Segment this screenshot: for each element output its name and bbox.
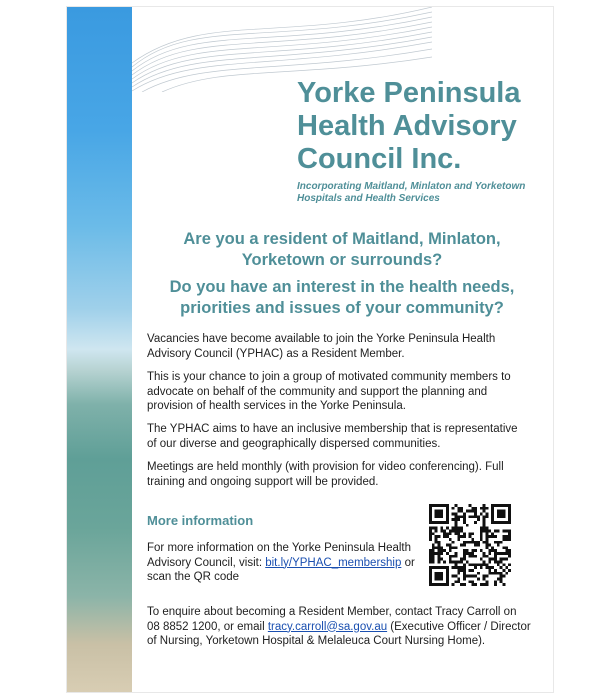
- more-info-heading: More information: [147, 513, 254, 528]
- enquire-text-before: To enquire about becoming a Resident Member, contact Tracy Carroll on 08 8852 1200, or email: [147, 606, 517, 633]
- paragraph-vacancies: Vacancies have become available to join the Yorke Peninsula Health Advisory Council (YPHAC) as a Resident Member.: [147, 333, 496, 360]
- paragraph-inclusive: The YPHAC aims to have an inclusive membership that is representative of our diverse and geographically dispersed communities.: [147, 423, 518, 450]
- question-line: priorities and issues of your community?: [180, 299, 504, 317]
- qr-code-icon[interactable]: [429, 504, 511, 586]
- more-info-text: [147, 541, 417, 585]
- paragraph-meetings: Meetings are held monthly (with provision for video conferencing). Full training and ongoing support will be provided.: [147, 461, 504, 488]
- more-info-text-before: For more information on the Yorke Peninsula Health Advisory Council, visit:: [147, 542, 412, 569]
- question-resident: [147, 229, 537, 271]
- membership-link[interactable]: bit.ly/YPHAC_membership: [265, 556, 402, 569]
- title-line: Yorke Peninsula: [297, 77, 521, 109]
- page-title: [297, 77, 547, 176]
- subtitle-line: Hospitals and Health Services: [297, 193, 440, 204]
- question-interest: [147, 277, 537, 319]
- subtitle: [297, 181, 547, 205]
- title-line: Health Advisory: [297, 110, 517, 142]
- question-line: Are you a resident of Maitland, Minlaton,: [183, 230, 501, 248]
- flyer-page: [67, 7, 553, 692]
- title-line: Council Inc.: [297, 143, 462, 175]
- email-link[interactable]: tracy.carroll@sa.gov.au: [267, 620, 388, 633]
- subtitle-line: Incorporating Maitland, Minlaton and Yorketown: [297, 181, 526, 192]
- beach-photo: [67, 7, 132, 692]
- enquire-text: [147, 605, 532, 649]
- question-line: Yorketown or surrounds?: [241, 251, 443, 269]
- question-line: Do you have an interest in the health needs,: [169, 278, 515, 296]
- more-info-text-after: or scan the QR code: [147, 556, 415, 583]
- enquire-text-after: (Executive Officer / Director of Nursing, Yorketown Hospital & Melaleuca Court Nursing Home).: [147, 620, 531, 647]
- paragraph-chance: This is your chance to join a group of motivated community members to advocate on behalf of the community and support the planning and provision of health services in the Yorke Peninsula.: [147, 371, 511, 412]
